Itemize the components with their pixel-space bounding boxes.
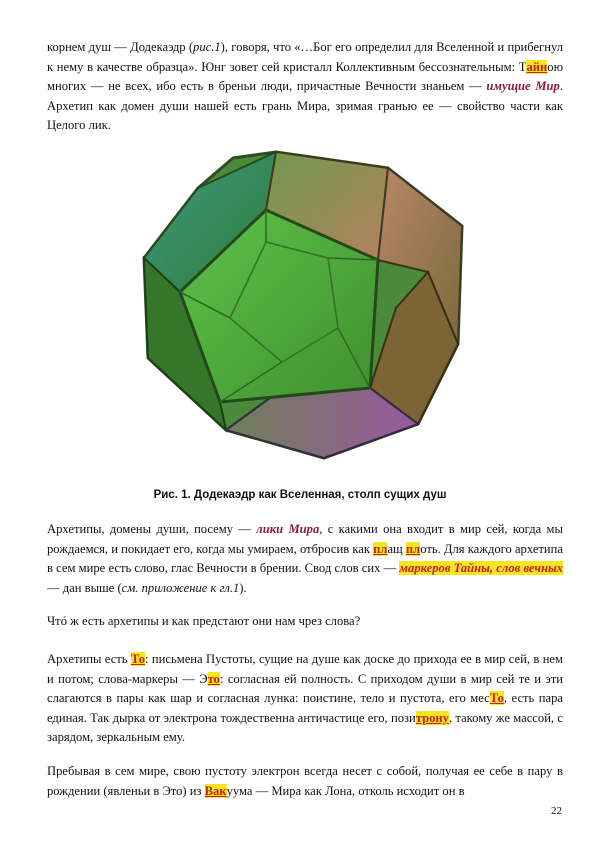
emphasis-text: имущие Мир [486,79,560,94]
text-run: Архетипы есть [47,652,131,666]
emphasis-highlight-text: маркеров Тайны, слов вечных [399,561,563,576]
page-number: 22 [551,805,562,817]
text-run: оть. Для каждого архетипа в сем мире есть слово, глас Вечности в брении. Свод слов сих — [47,541,563,576]
text-run: — дан выше ( [47,580,122,595]
dodecahedron-figure [138,148,468,466]
text-run: ), говоря, что «…Бог его определил для Вселенной и прибегнул к нему в качестве образца». Юнг зовет сей кристалл Коллективным бессознательным: Т [47,40,563,74]
highlighted-syllable: то [207,671,220,686]
text-run: Архетипы, домены души, посему — [47,522,257,536]
text-run: : согласная ей полность. С приходом души в мир сей те и эти слагаются в пары как шар и согласная лунка: поистине, тело и пустота, его мес [47,671,564,706]
text-run: ою многих — не всех, ибо есть в бреньи люди, причастные Вечности знаньем — [47,59,563,94]
text-run: , есть пара единая. Так дырка от электрона тождественна античастице его, пози [47,691,564,725]
text-run: корнем душ — Додекаэдр ( [47,40,194,54]
text-run: ). [239,580,247,595]
highlighted-syllable: трону [415,710,449,725]
text-run: ащ [387,541,406,556]
highlighted-syllable: айн [526,59,548,74]
text-run: уума — Мира как Лона, отколь исходит он в [226,783,465,798]
highlighted-syllable: Вак [204,783,227,798]
text-run: Пребывая в сем мире, свою пустоту электрон всегда несет с собой, получая ее себе в пару в рождении (явленьи в Это) из [47,764,563,798]
highlighted-syllable: То [130,652,146,666]
text-run: : письмена Пустоты, сущие на душе как доске до прихода ее в мир сей, в нем и потом; слова-маркеры — Э [47,652,563,686]
text-run: , с какими она входит в мир сей, когда мы рождаемся, и покидает его, когда мы умираем, отбросив как [47,522,563,556]
paragraph-1 [47,38,563,136]
paragraph-5 [47,762,563,801]
paragraph-4 [47,650,563,748]
text-run: , такому же массой, с зарядом, зеркальным ему. [47,710,564,745]
highlighted-syllable: То [489,691,504,706]
figure-reference: рис.1 [193,40,221,54]
text-run: . Архетип как домен души нашей есть грань Мира, зримая гранью ее — свойство части как Целого лик. [47,79,563,133]
highlighted-syllable: пл [373,541,388,556]
appendix-reference: см. приложение к гл.1 [121,580,240,595]
figure-caption: Рис. 1. Додекаэдр как Вселенная, столп сущих душ [153,489,447,501]
highlighted-syllable: пл [405,541,421,556]
paragraph-2 [47,520,563,598]
paragraph-3: Чтó ж есть архетипы и как предстают они нам чрез слова? [47,614,361,628]
emphasis-text: лики Мира [256,522,320,536]
